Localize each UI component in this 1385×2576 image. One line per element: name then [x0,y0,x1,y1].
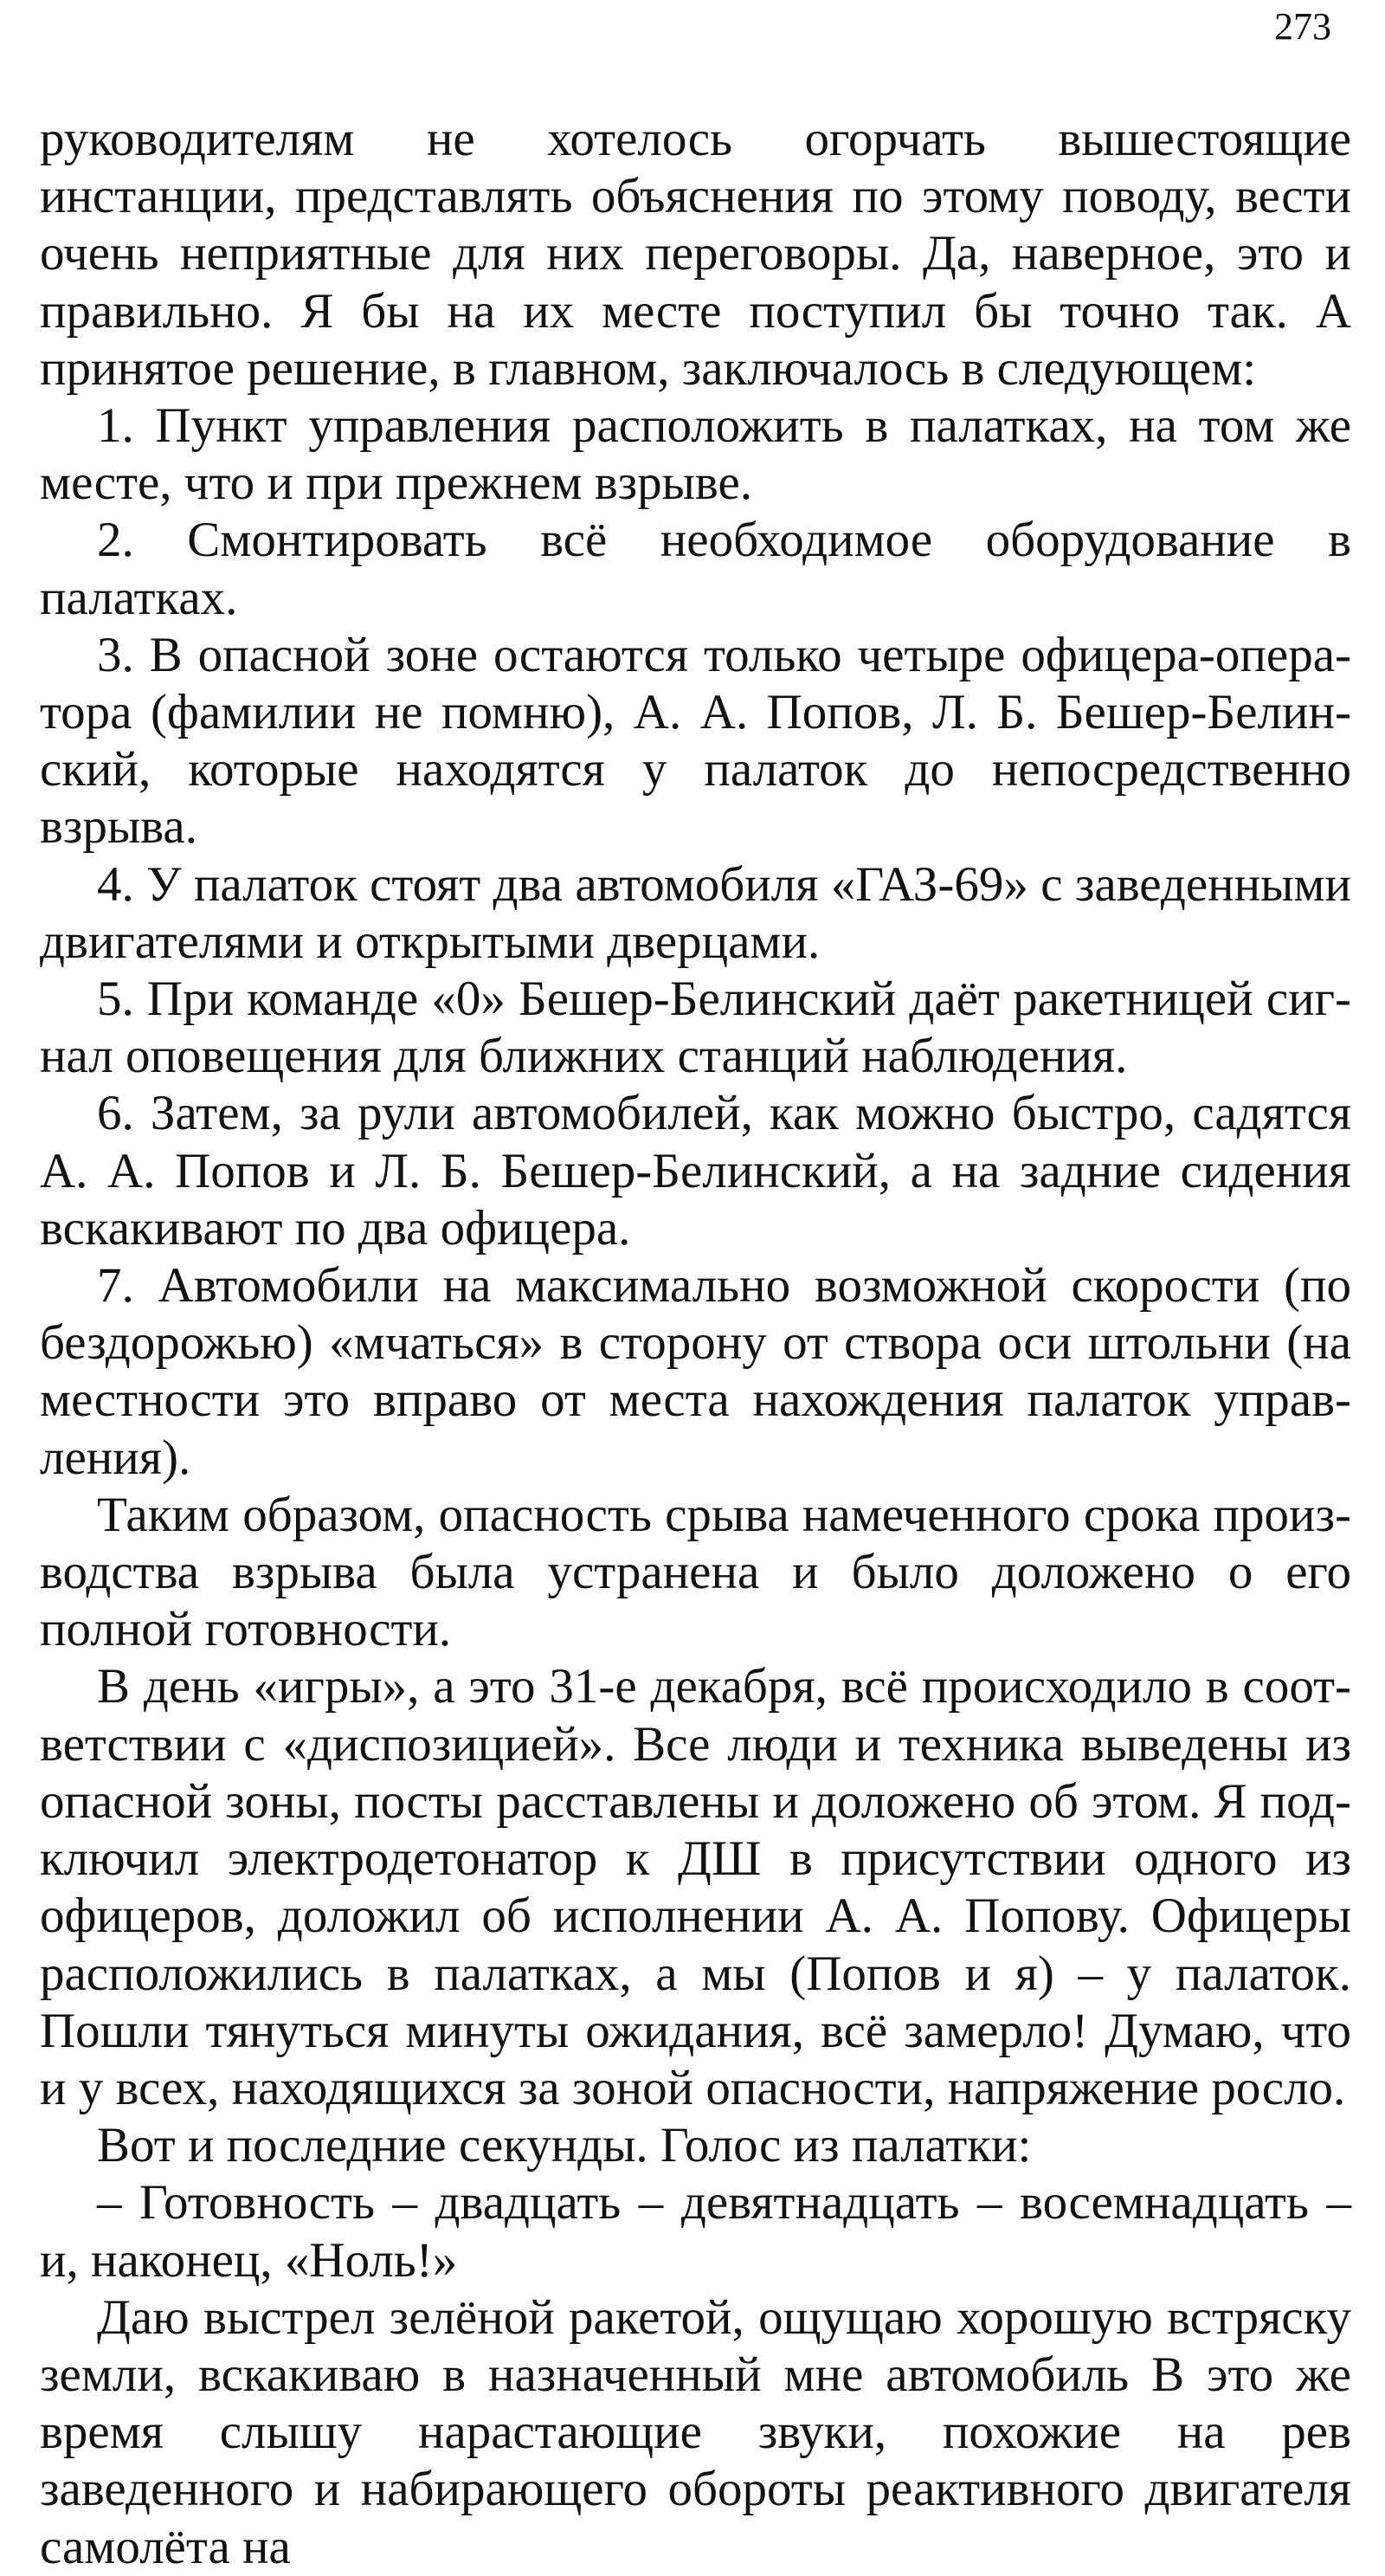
paragraph-12: – Готовность – двадцать – девятнадцать – восемнадцать – и, наконец, «Ноль!» [40,2175,1351,2288]
paragraph-2: 1. Пункт управления расположить в палатках, на том же месте, что и при прежнем взрыве. [40,398,1351,511]
paragraph-5: 4. У палаток стоят два автомобиля «ГАЗ-69» с заведенными двигателями и открытыми дверцами. [40,856,1351,969]
paragraph-11: Вот и последние секунды. Голос из палатки: [97,2118,1032,2173]
paragraph-13: Даю выстрел зелёной ракетой, ощущаю хорошую встряску земли, вскакиваю в назначенный мне автомобиль В это же время слышу нарастающие звуки, похожие на рев заведенного и набирающего обороты реактивного двигателя самолёта на [40,2289,1351,2574]
paragraph-4: 3. В опасной зоне остаются только четыре офицера-оператора (фамилии не помню), А. А. Попов, Л. Б. Бешер-Белинский, которые находятся у палаток до непосредственно взрыва. [40,627,1351,855]
paragraph-10: В день «игры», а это 31-е декабря, всё происходило в соответствии с «диспозицией». Все люди и техника выведены из опасной зоны, посты расставлены и доложено об этом. Я подключил электродетонатор к ДШ в присутствии одного из офицеров, доложил об исполнении А. А. Попову. Офицеры расположились в палатках, а мы (Попов и я) – у палаток. Пошли тянуться минуты ожидания, всё замерло! Думаю, что и у всех, находящихся за зоной опасности, напряжение росло. [40,1659,1351,2115]
paragraph-6: 5. При команде «0» Бешер-Белинский даёт ракетницей сигнал оповещения для ближних станций наблюдения. [40,972,1351,1084]
paragraph-7: 6. Затем, за рули автомобилей, как можно быстро, садятся А. А. Попов и Л. Б. Бешер-Белинский, а на задние сидения вскакивают по два офицера. [40,1086,1351,1256]
page-text [40,111,1351,2576]
page-number: 273 [1274,5,1331,48]
paragraph-9: Таким образом, опасность срыва намеченного срока производства взрыва была устранена и было доложено о его полной готовности. [40,1487,1351,1657]
paragraph-1: руководителям не хотелось огорчать вышестоящие инстанции, представлять объяснения по этому поводу, вести очень неприятные для них переговоры. Да, наверное, это и правильно. Я бы на их месте поступил бы точно так. А принятое решение, в главном, заключалось в следующем: [40,112,1351,396]
paragraph-3: 2. Смонтировать всё необходимое оборудование в палатках. [40,513,1351,625]
paragraph-8: 7. Автомобили на максимально возможной скорости (по бездорожью) «мчаться» в сторону от створа оси штольни (на местности это вправо от места нахождения палаток управления). [40,1258,1351,1485]
